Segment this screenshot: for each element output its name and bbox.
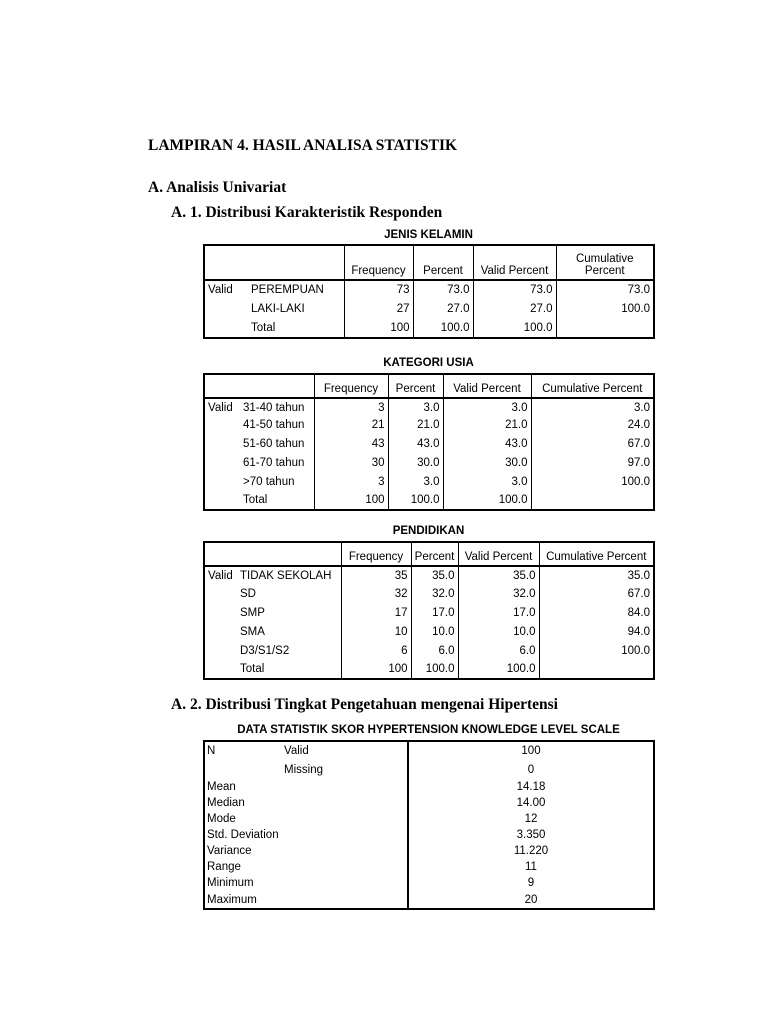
row-label: Variance [207,845,252,857]
row-label: SD [240,587,256,600]
column-header: Valid Percent [443,374,531,398]
table-kategori-usia [203,373,655,511]
cell-cumulative-percent [531,491,654,510]
cell-percent: 3.0 [388,472,443,491]
cell-valid-percent: 10.0 [458,622,539,641]
cell-valid-percent: 35.0 [458,566,539,584]
table-row [204,299,654,318]
table-row [204,472,654,491]
cell-percent: 100.0 [388,491,443,510]
row-label: Minimum [207,877,254,889]
cell-value: 11.220 [408,843,654,859]
cell-valid-percent: 3.0 [443,472,531,491]
table-data-statistik [203,740,655,910]
column-header: Cumulative Percent [556,245,654,280]
cell-percent: 30.0 [388,453,443,472]
row-label: 61-70 tahun [243,456,305,469]
table-row [204,434,654,453]
cell-frequency: 27 [344,299,413,318]
section-heading-a: A. Analisis Univariat [148,179,287,196]
table-row [204,891,654,909]
table-header-row [204,245,654,280]
row-label: SMP [240,606,265,619]
table-row [204,622,654,641]
table-header-row [204,374,654,398]
table-row [204,741,654,760]
row-label: PEREMPUAN [251,284,324,296]
row-label: 41-50 tahun [243,419,305,431]
cell-valid-percent: 100.0 [473,318,556,338]
table-row [204,875,654,891]
table-title-kategori-usia: KATEGORI USIA [383,357,474,369]
cell-frequency: 100 [341,660,411,679]
cell-valid-percent: 43.0 [443,434,531,453]
cell-frequency: 3 [314,472,388,491]
cell-valid-percent: 32.0 [458,584,539,603]
column-header: Percent [413,245,473,280]
row-label: Total [243,494,268,506]
table-title-jenis-kelamin: JENIS KELAMIN [384,229,473,241]
row-label: Median [207,797,245,809]
table-title-pendidikan: PENDIDIKAN [392,525,465,537]
page-title: LAMPIRAN 4. HASIL ANALISA STATISTIK [148,137,458,154]
cell-frequency: 43 [314,434,388,453]
table-row [204,491,654,510]
cell-frequency: 6 [341,641,411,660]
row-sublabel: Valid [284,745,309,757]
table-row [204,280,654,299]
cell-frequency: 35 [341,566,411,584]
cell-cumulative-percent: 35.0 [539,566,654,584]
table-pendidikan [203,541,655,680]
cell-cumulative-percent: 84.0 [539,603,654,622]
table-row [204,603,654,622]
row-label: Maximum [207,893,257,906]
cell-valid-percent: 100.0 [443,491,531,510]
table-title-data-statistik: DATA STATISTIK SKOR HYPERTENSION KNOWLEDGE LEVEL SCALE [237,724,620,736]
row-label: LAKI-LAKI [251,302,305,315]
cell-cumulative-percent: 24.0 [531,416,654,434]
section-heading-a2: A. 2. Distribusi Tingkat Pengetahuan mengenai Hipertensi [171,696,558,713]
row-label: Range [207,861,241,873]
cell-frequency: 73 [344,280,413,299]
row-label: SMA [240,625,265,638]
cell-percent: 73.0 [413,280,473,299]
cell-valid-percent: 27.0 [473,299,556,318]
table-row [204,453,654,472]
cell-value: 100 [408,741,654,760]
cell-frequency: 21 [314,416,388,434]
table-row [204,641,654,660]
column-header: Valid Percent [473,245,556,280]
row-label: D3/S1/S2 [240,644,290,657]
row-label: Std. Deviation [207,829,279,841]
cell-frequency: 30 [314,453,388,472]
cell-value: 11 [408,859,654,875]
cell-frequency: 3 [314,398,388,416]
valid-label: Valid [208,569,233,582]
column-header: Percent [388,374,443,398]
section-heading-a1: A. 1. Distribusi Karakteristik Responden [171,204,443,221]
cell-valid-percent: 17.0 [458,603,539,622]
cell-value: 3.350 [408,827,654,843]
cell-cumulative-percent: 100.0 [531,472,654,491]
table-row [204,566,654,584]
cell-cumulative-percent: 100.0 [556,299,654,318]
cell-valid-percent: 73.0 [473,280,556,299]
cell-frequency: 32 [341,584,411,603]
cell-percent: 27.0 [413,299,473,318]
valid-label: Valid [208,401,233,414]
cell-valid-percent: 21.0 [443,416,531,434]
row-label: TIDAK SEKOLAH [240,569,332,582]
cell-percent: 17.0 [411,603,458,622]
cell-percent: 3.0 [388,398,443,416]
cell-frequency: 10 [341,622,411,641]
column-header: Percent [411,542,458,566]
column-header: Cumulative Percent [531,374,654,398]
row-label: >70 tahun [243,475,295,488]
row-label: 31-40 tahun [243,401,305,414]
cell-percent: 100.0 [411,660,458,679]
cell-value: 14.00 [408,795,654,811]
cell-cumulative-percent: 97.0 [531,453,654,472]
cell-value: 14.18 [408,779,654,795]
cell-frequency: 17 [341,603,411,622]
table-header-row [204,542,654,566]
cell-valid-percent: 30.0 [443,453,531,472]
column-header: Frequency [344,245,413,280]
table-row [204,416,654,434]
row-label: Mean [207,781,236,793]
cell-percent: 100.0 [413,318,473,338]
column-header: Valid Percent [458,542,539,566]
table-row [204,859,654,875]
cell-cumulative-percent: 3.0 [531,398,654,416]
table-row [204,811,654,827]
row-label: Mode [207,813,236,825]
cell-frequency: 100 [314,491,388,510]
cell-percent: 10.0 [411,622,458,641]
cell-percent: 43.0 [388,434,443,453]
cell-frequency: 100 [344,318,413,338]
table-row [204,779,654,795]
table-jenis-kelamin [203,244,655,339]
table-row [204,760,654,779]
cell-cumulative-percent: 67.0 [539,584,654,603]
table-row [204,318,654,338]
cell-percent: 35.0 [411,566,458,584]
cell-value: 12 [408,811,654,827]
cell-percent: 6.0 [411,641,458,660]
cell-value: 0 [408,760,654,779]
column-header: Frequency [314,374,388,398]
table-row [204,584,654,603]
cell-cumulative-percent: 67.0 [531,434,654,453]
row-label: Total [251,321,276,334]
table-row [204,827,654,843]
table-row [204,660,654,679]
cell-cumulative-percent [539,660,654,679]
table-row [204,843,654,859]
cell-valid-percent: 6.0 [458,641,539,660]
valid-label: Valid [208,284,233,296]
cell-cumulative-percent [556,318,654,338]
cell-value: 9 [408,875,654,891]
cell-cumulative-percent: 73.0 [556,280,654,299]
cell-valid-percent: 100.0 [458,660,539,679]
row-label: 51-60 tahun [243,437,305,450]
row-label: N [207,745,216,757]
column-header: Frequency [341,542,411,566]
cell-cumulative-percent: 94.0 [539,622,654,641]
cell-percent: 21.0 [388,416,443,434]
row-sublabel: Missing [284,763,323,776]
row-label: Total [240,663,265,675]
table-row [204,795,654,811]
cell-cumulative-percent: 100.0 [539,641,654,660]
table-row [204,398,654,416]
cell-value: 20 [408,891,654,909]
column-header: Cumulative Percent [539,542,654,566]
cell-valid-percent: 3.0 [443,398,531,416]
cell-percent: 32.0 [411,584,458,603]
